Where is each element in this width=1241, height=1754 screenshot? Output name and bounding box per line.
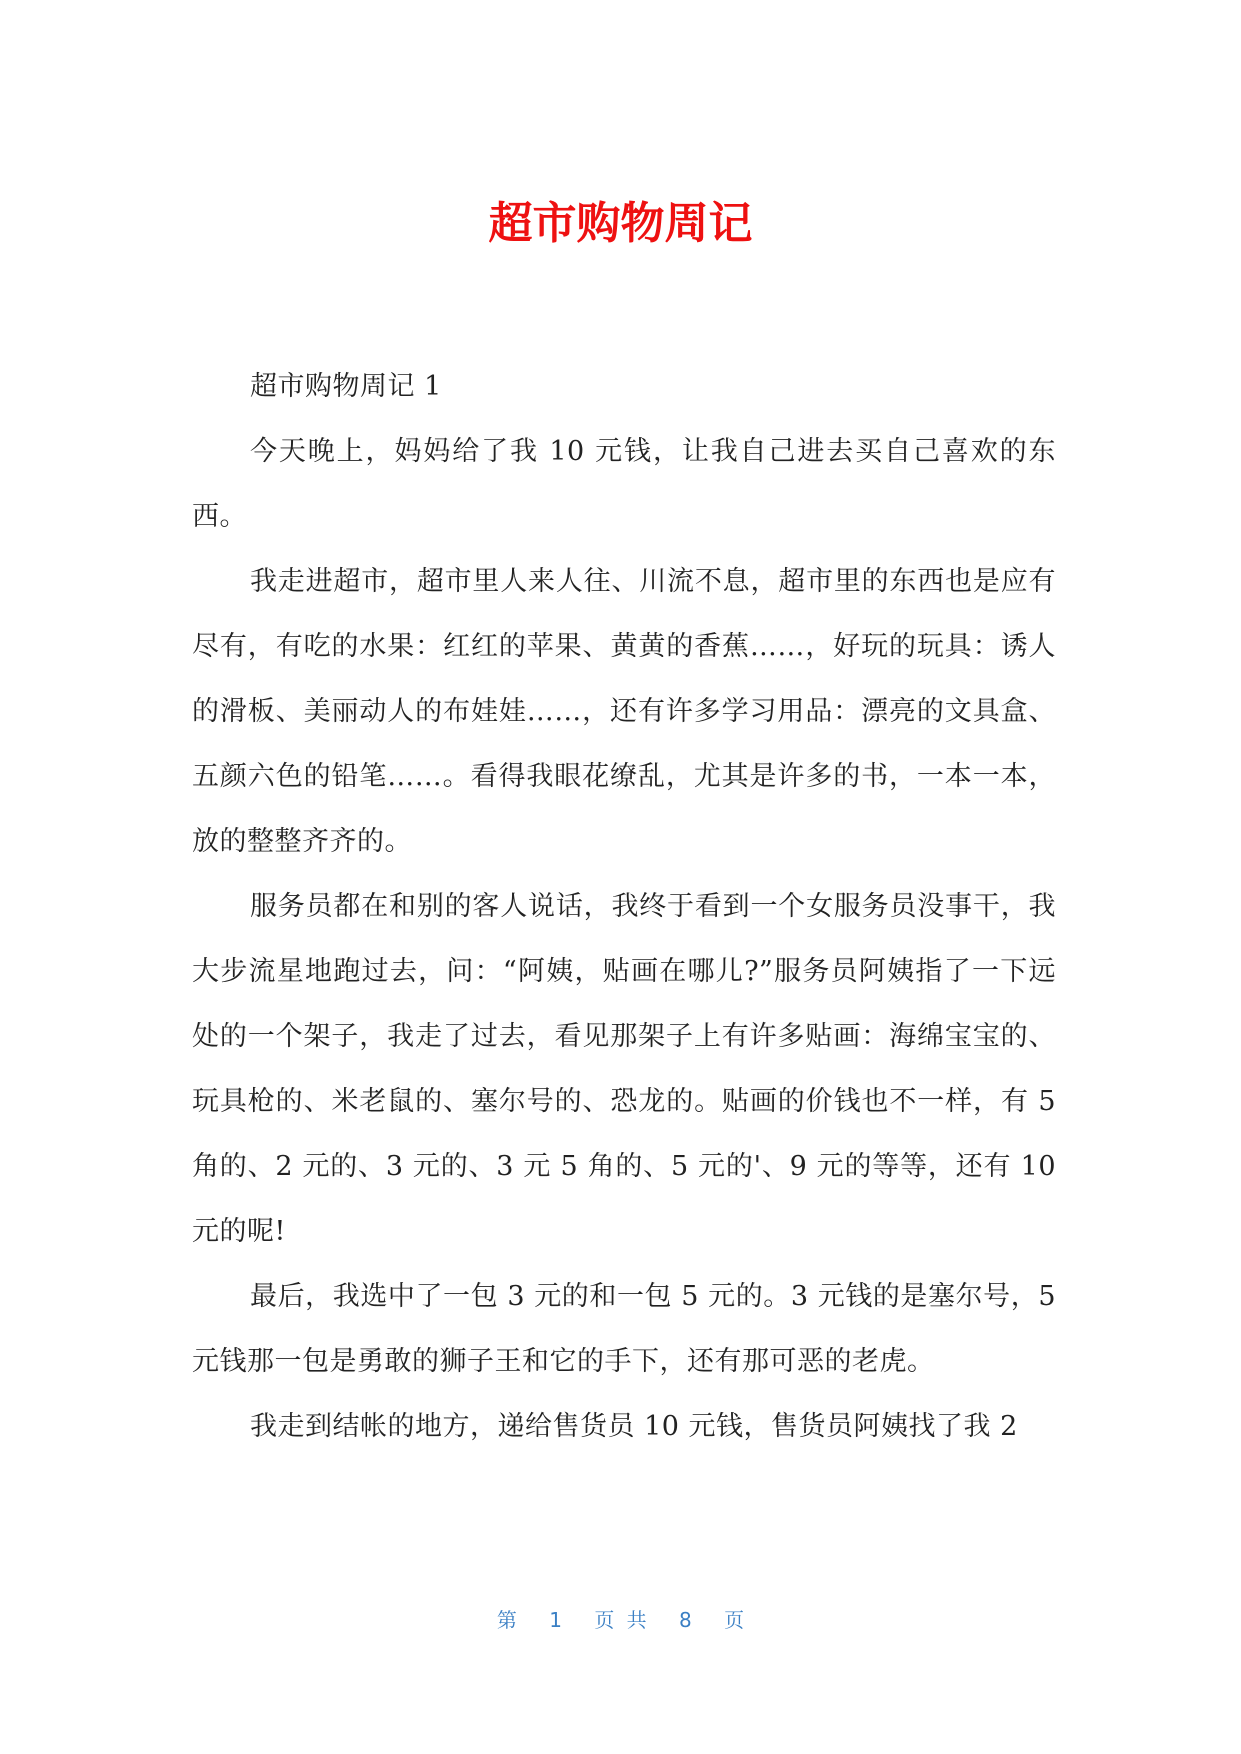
footer-middle: 页 共 — [594, 1608, 647, 1632]
paragraph: 我走进超市，超市里人来人往、川流不息，超市里的东西也是应有尽有，有吃的水果：红红的苹果、黄黄的香蕉……，好玩的玩具：诱人的滑板、美丽动人的布娃娃……，还有许多学习用品：漂亮的文具盒、五颜六色的铅笔……。看得我眼花缭乱，尤其是许多的书，一本一本，放的整整齐齐的。 — [192, 566, 1056, 857]
document-body — [192, 354, 1056, 1459]
footer-prefix: 第 — [496, 1608, 517, 1632]
document-title: 超市购物周记 — [488, 198, 753, 249]
total-page-count: 8 — [679, 1608, 692, 1632]
page-footer — [0, 1606, 1241, 1634]
footer-suffix: 页 — [724, 1608, 745, 1632]
paragraph: 最后，我选中了一包 3 元的和一包 5 元的。3 元钱的是塞尔号，5 元钱那一包是勇敢的狮子王和它的手下，还有那可恶的老虎。 — [192, 1281, 1056, 1377]
paragraph: 今天晚上，妈妈给了我 10 元钱，让我自己进去买自己喜欢的东西。 — [192, 436, 1056, 532]
section-heading: 超市购物周记 1 — [250, 371, 442, 402]
paragraph: 我走到结帐的地方，递给售货员 10 元钱，售货员阿姨找了我 2 — [250, 1411, 1018, 1442]
current-page-number: 1 — [549, 1608, 562, 1632]
paragraph: 服务员都在和别的客人说话，我终于看到一个女服务员没事干，我大步流星地跑过去，问：“阿姨，贴画在哪儿?”服务员阿姨指了一下远处的一个架子，我走了过去，看见那架子上有许多贴画：海绵宝宝的、玩具枪的、米老鼠的、塞尔号的、恐龙的。贴画的价钱也不一样，有 5 角的、2 元的、3 元的、3 元 5 角的、5 元的'、9 元的等等，还有 10 元的呢! — [192, 891, 1056, 1247]
